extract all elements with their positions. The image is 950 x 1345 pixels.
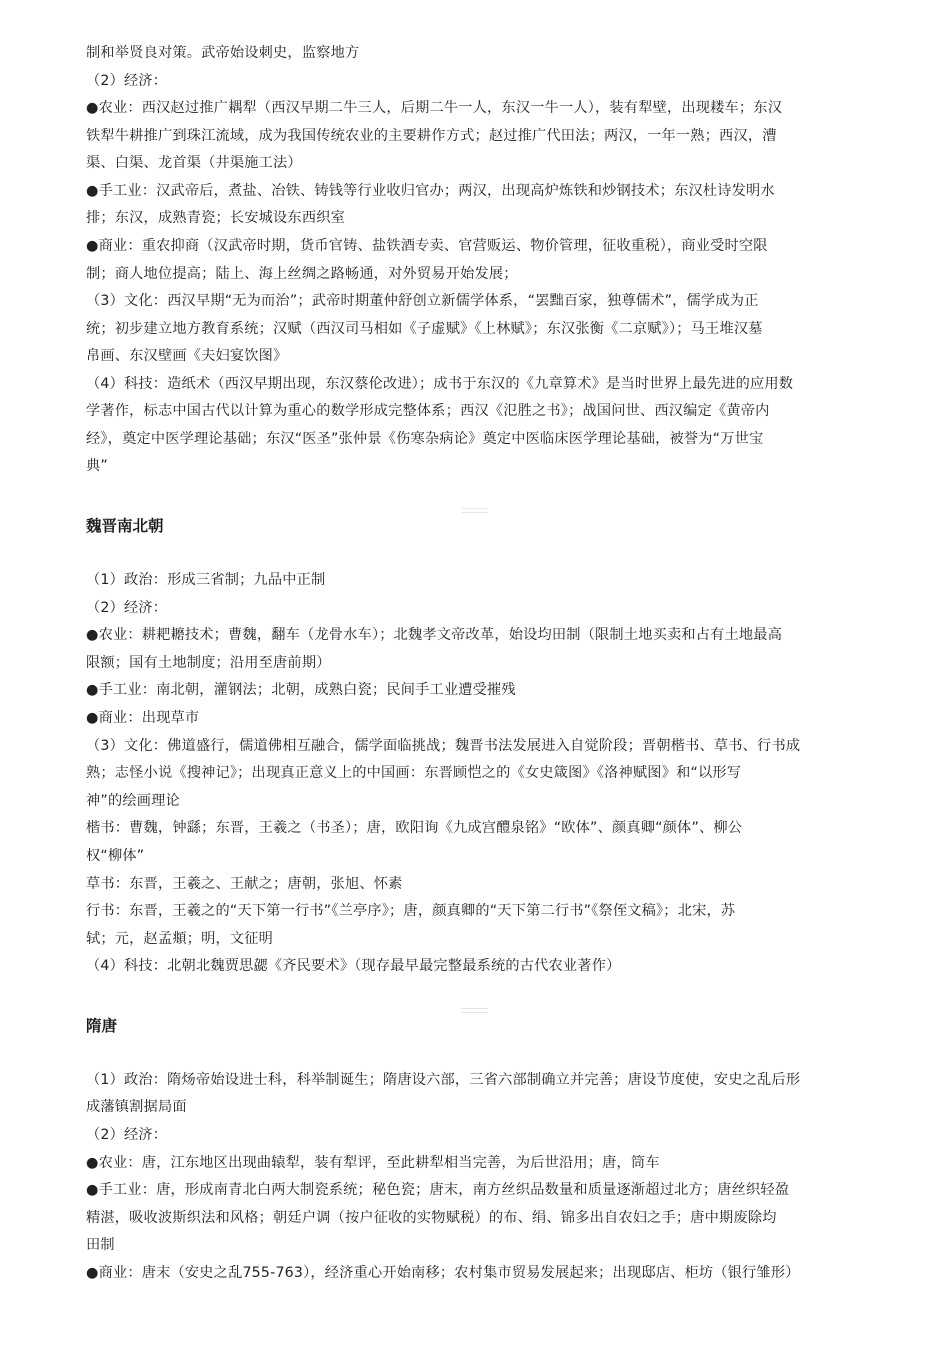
han-line: （2）经济： bbox=[86, 73, 168, 89]
weijin-line: 熟；志怪小说《搜神记》；出现真正意义上的中国画：东晋顾恺之的《女史箴图》《洛神赋图》和“以形写 bbox=[86, 765, 742, 781]
weijin-line: ●商业：出现草市 bbox=[86, 710, 200, 726]
han-line: （4）科技：造纸术（西汉早期出现，东汉蔡伦改进）；成书于东汉的《九章算术》是当时世界上最先进的应用数 bbox=[86, 376, 794, 392]
han-line: 统；初步建立地方教育系统；汉赋（西汉司马相如《子虚赋》《上林赋》；东汉张衡《二京赋》）；马王堆汉墓 bbox=[86, 321, 763, 337]
suitang-line: ●手工业：唐，形成南青北白两大制瓷系统；秘色瓷；唐末，南方丝织品数量和质量逐渐超过北方；唐丝织轻盈 bbox=[86, 1182, 790, 1198]
han-line: ●手工业：汉武帝后，煮盐、冶铁、铸钱等行业收归官办；两汉，出现高炉炼铁和炒钢技术；东汉杜诗发明水 bbox=[86, 183, 775, 199]
suitang-line: （1）政治：隋炀帝始设进士科，科举制诞生；隋唐设六部，三省六部制确立并完善；唐设节度使，安史之乱后形 bbox=[86, 1072, 801, 1088]
weijin-line: （1）政治：形成三省制；九品中正制 bbox=[86, 572, 326, 588]
weijin-line: （4）科技：北朝北魏贾思勰《齐民要术》（现存最早最完整最系统的古代农业著作） bbox=[86, 958, 621, 974]
han-line: 排；东汉，成熟青瓷；长安城设东西织室 bbox=[86, 210, 345, 226]
weijin-line: 楷书：曹魏，钟繇；东晋，王羲之（书圣）；唐，欧阳询《九成宫醴泉铭》“欧体”、颜真卿“颜体”、柳公 bbox=[86, 820, 743, 836]
weijin-line: 轼；元，赵孟頫；明，文征明 bbox=[86, 931, 274, 947]
han-line: 渠、白渠、龙首渠（井渠施工法） bbox=[86, 155, 302, 171]
weijin-line: 草书：东晋，王羲之、王献之；唐朝，张旭、怀素 bbox=[86, 876, 403, 892]
han-line: 制；商人地位提高；陆上、海上丝绸之路畅通，对外贸易开始发展； bbox=[86, 266, 518, 282]
suitang-line: 田制 bbox=[86, 1237, 115, 1253]
section-divider bbox=[462, 508, 488, 513]
weijin-line: 神”的绘画理论 bbox=[86, 793, 180, 809]
suitang-line: ●农业：唐，江东地区出现曲辕犁，装有犁评，至此耕犁相当完善，为后世沿用；唐，筒车 bbox=[86, 1155, 660, 1171]
weijin-line: ●手工业：南北朝，灌钢法；北朝，成熟白瓷；民间手工业遭受摧残 bbox=[86, 682, 516, 698]
han-line: 典” bbox=[86, 458, 108, 474]
weijin-line: 权“柳体” bbox=[86, 848, 145, 864]
han-line: 制和举贤良对策。武帝始设刺史，监察地方 bbox=[86, 45, 360, 61]
section-divider bbox=[462, 1008, 488, 1013]
han-line: （3）文化：西汉早期“无为而治”；武帝时期董仲舒创立新儒学体系，“罢黜百家，独尊儒术”，儒学成为正 bbox=[86, 293, 759, 309]
han-line: ●商业：重农抑商（汉武帝时期，货币官铸、盐铁酒专卖、官营贩运、物价管理，征收重税），商业受时空限 bbox=[86, 238, 768, 254]
suitang-line: （2）经济： bbox=[86, 1127, 168, 1143]
han-line: 铁犁牛耕推广到珠江流域，成为我国传统农业的主要耕作方式；赵过推广代田法；两汉，一年一熟；西汉，漕 bbox=[86, 128, 777, 144]
section-title-weijin: 魏晋南北朝 bbox=[86, 517, 164, 535]
weijin-line: ●农业：耕耙耱技术；曹魏，翻车（龙骨水车）；北魏孝文帝改革，始设均田制（限制土地买卖和占有土地最高 bbox=[86, 627, 783, 643]
suitang-line: 成藩镇割据局面 bbox=[86, 1099, 187, 1115]
weijin-line: （3）文化：佛道盛行，儒道佛相互融合，儒学面临挑战；魏晋书法发展进入自觉阶段；晋朝楷书、草书、行书成 bbox=[86, 738, 801, 754]
weijin-line: 限额；国有土地制度；沿用至唐前期） bbox=[86, 655, 331, 671]
han-line: 学著作，标志中国古代以计算为重心的数学形成完整体系；西汉《氾胜之书》；战国问世、西汉编定《黄帝内 bbox=[86, 403, 770, 419]
han-line: 帛画、东汉壁画《夫妇宴饮图》 bbox=[86, 348, 288, 364]
han-line: ●农业：西汉赵过推广耦犁（西汉早期二牛三人，后期二牛一人，东汉一牛一人），装有犁壁，出现耧车；东汉 bbox=[86, 100, 783, 116]
suitang-line: 精湛，吸收波斯织法和风格；朝廷户调（按户征收的实物赋税）的布、绢、锦多出自农妇之手；唐中期废除均 bbox=[86, 1210, 777, 1226]
weijin-line: 行书：东晋，王羲之的“天下第一行书”《兰亭序》；唐，颜真卿的“天下第二行书”《祭侄文稿》；北宋，苏 bbox=[86, 903, 736, 919]
suitang-line: ●商业：唐末（安史之乱755-763），经济重心开始南移；农村集市贸易发展起来；出现邸店、柜坊（银行雏形） bbox=[86, 1265, 800, 1281]
section-title-suitang: 隋唐 bbox=[86, 1017, 118, 1035]
han-line: 经》，奠定中医学理论基础；东汉“医圣”张仲景《伤寒杂病论》奠定中医临床医学理论基础，被誉为“万世宝 bbox=[86, 431, 764, 447]
weijin-line: （2）经济： bbox=[86, 600, 168, 616]
